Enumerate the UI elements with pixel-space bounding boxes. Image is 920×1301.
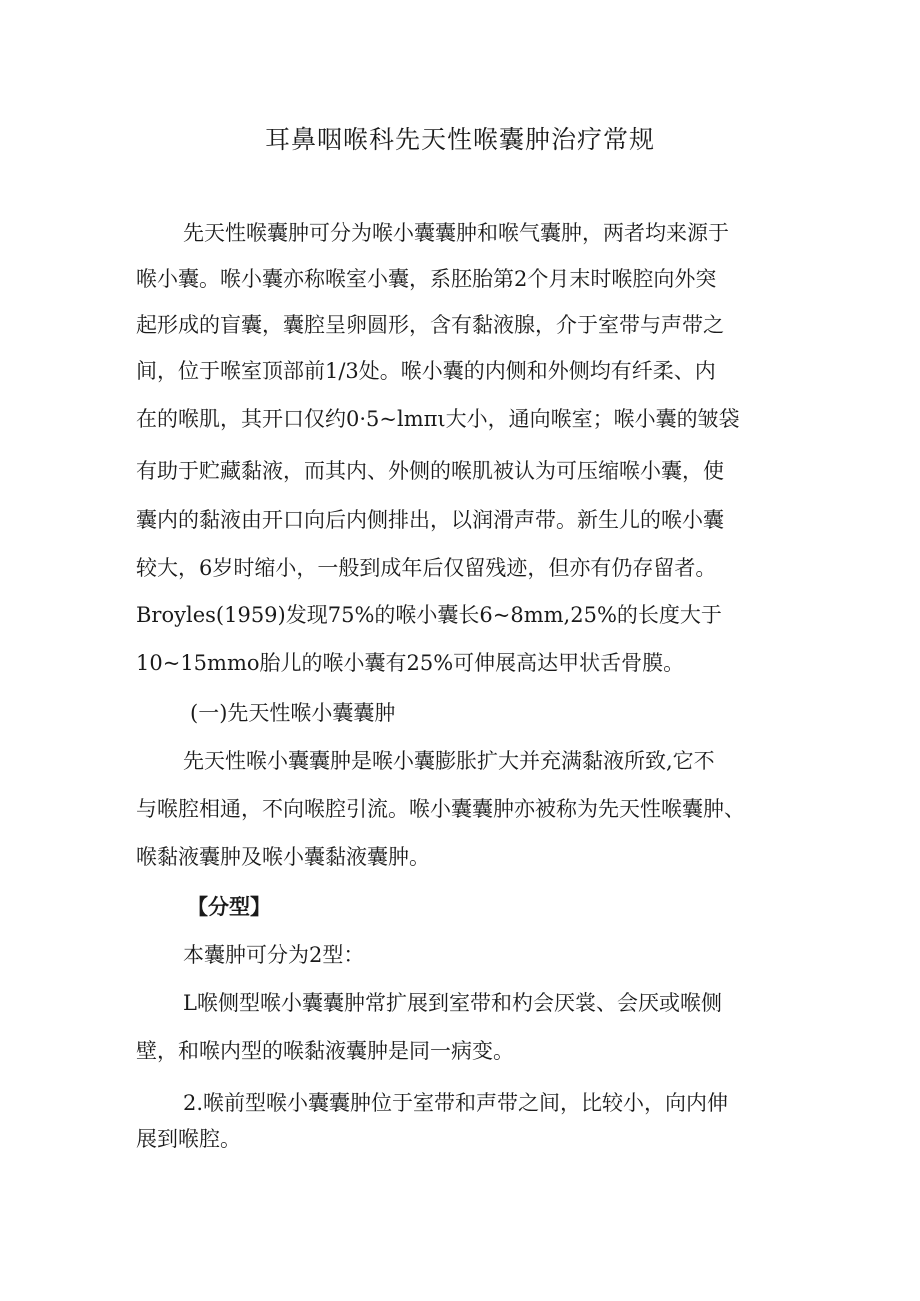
paragraph-line: 喉黏液囊肿及喉小囊黏液囊肿。	[136, 845, 430, 869]
paragraph-line: 10~15mmo胎儿的喉小囊有25%可伸展高达甲状舌骨膜。	[136, 651, 685, 675]
paragraph-line: L喉侧型喉小囊囊肿常扩展到室带和杓会厌裳、会厌或喉侧	[183, 991, 722, 1015]
document-title: 耳鼻咽喉科先天性喉囊肿治疗常规	[264, 125, 655, 154]
section-heading: (一)先天性喉小囊囊肿	[190, 701, 396, 725]
paragraph-line: 喉小囊。喉小囊亦称喉室小囊，系胚胎第2个月末时喉腔向外突	[136, 267, 717, 291]
paragraph-line: 有助于贮藏黏液，而其内、外侧的喉肌被认为可压缩喉小囊，使	[136, 459, 724, 483]
paragraph-line: Broyles(1959)发现75%的喉小囊长6~8mm,25%的长度大于	[136, 603, 722, 627]
paragraph-line: 本囊肿可分为2型：	[183, 943, 365, 967]
paragraph-line: 2.喉前型喉小囊囊肿位于室带和声带之间，比较小，向内伸	[183, 1091, 729, 1115]
paragraph-line: 在的喉肌，其开口仅约0·5~lmπι大小，通向喉室；喉小囊的皱袋	[136, 407, 740, 431]
paragraph-line: 与喉腔相通，不向喉腔引流。喉小囊囊肿亦被称为先天性喉囊肿、	[136, 797, 745, 821]
paragraph-line: 囊内的黏液由开口向后内侧排出，以润滑声带。新生儿的喉小囊	[136, 508, 724, 532]
paragraph-line: 起形成的盲囊，囊腔呈卵圆形，含有黏液腺，介于室带与声带之	[136, 313, 724, 337]
subsection-heading: 【分型】	[187, 894, 271, 919]
paragraph-line: 壁，和喉内型的喉黏液囊肿是同一病变。	[136, 1039, 514, 1063]
paragraph-line: 先天性喉囊肿可分为喉小囊囊肿和喉气囊肿，两者均来源于	[183, 221, 729, 245]
paragraph-line: 展到喉腔。	[136, 1127, 241, 1151]
paragraph-line: 先天性喉小囊囊肿是喉小囊膨胀扩大并充满黏液所致,它不	[183, 749, 715, 773]
paragraph-line: 较大，6岁时缩小，一般到成年后仅留残迹，但亦有仍存留者。	[136, 556, 717, 580]
paragraph-line: 间，位于喉室顶部前1/3处。喉小囊的内侧和外侧均有纤柔、内	[136, 359, 716, 383]
